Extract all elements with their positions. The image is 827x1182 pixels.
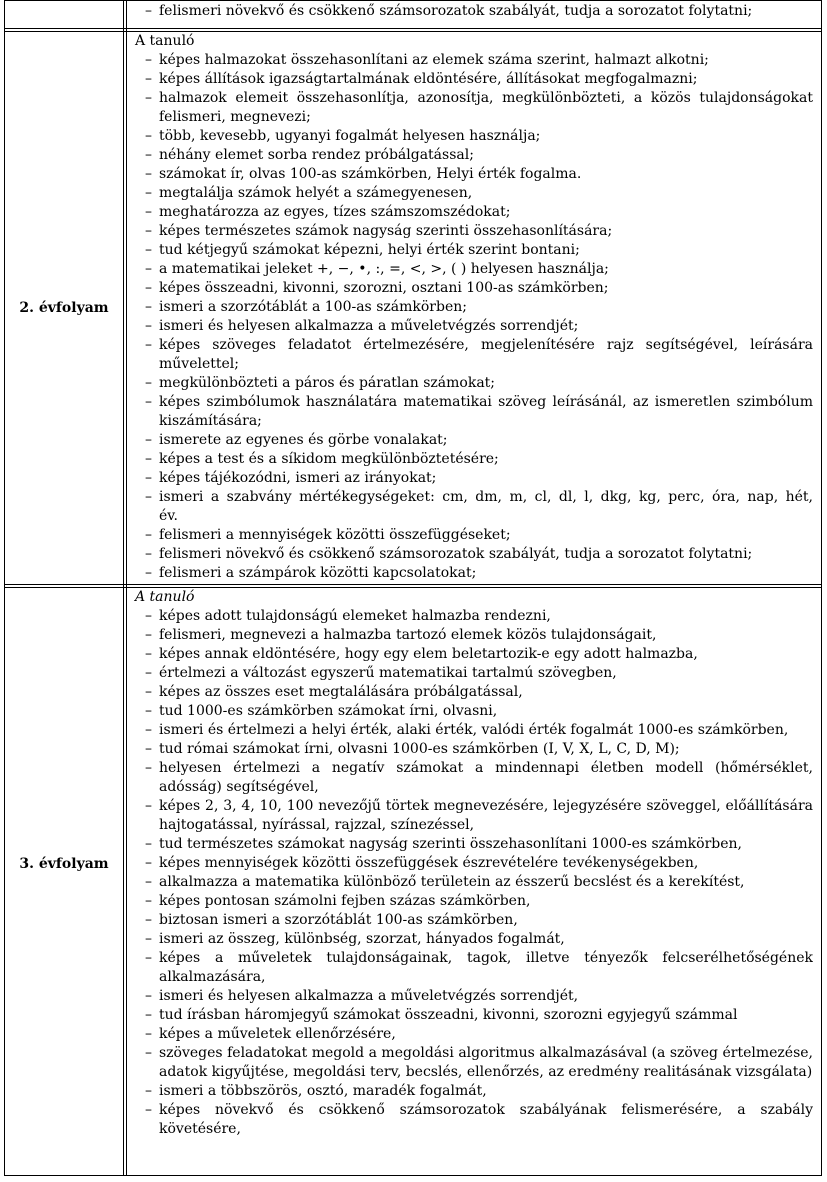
dash-bullet: – <box>145 665 152 681</box>
grade-label: 2. évfolyam <box>19 300 109 316</box>
list-item <box>131 740 813 759</box>
list-item-text: tud természetes számokat nagyság szerinti összehasonlítani 1000-es számkörben, <box>159 836 742 852</box>
row-divider <box>5 28 821 29</box>
list-item-text: képes annak eldöntésére, hogy egy elem beletartozik-e egy adott halmazba, <box>159 646 698 662</box>
list-item-text: képes tájékozódni, ismeri az irányokat; <box>159 470 437 486</box>
list-item-text: ismeri a szabvány mértékegységeket: cm, dm, m, cl, dl, l, dkg, kg, perc, óra, nap, hét, <box>159 489 813 505</box>
list-item-text: képes természetes számok nagyság szerinti összehasonlítására; <box>159 223 613 239</box>
dash-bullet: – <box>145 546 152 562</box>
list-item <box>131 450 813 469</box>
dash-bullet: – <box>145 470 152 486</box>
dash-bullet: – <box>145 855 152 871</box>
dash-bullet: – <box>145 128 152 144</box>
list-item <box>131 488 813 507</box>
list-item <box>131 70 813 89</box>
dash-bullet: – <box>145 451 152 467</box>
list-item <box>131 702 813 721</box>
grade-label: 3. évfolyam <box>19 856 109 872</box>
list-item-text: ismerete az egyenes és görbe vonalakat; <box>159 432 448 448</box>
dash-bullet: – <box>145 3 152 19</box>
list-item <box>131 949 813 968</box>
list-item-text: felismeri a számpárok közötti kapcsolatokat; <box>159 565 477 581</box>
curriculum-table <box>4 0 822 1176</box>
list-item <box>131 911 813 930</box>
list-item <box>131 89 813 108</box>
dash-bullet: – <box>145 1026 152 1042</box>
dash-bullet: – <box>145 950 152 966</box>
list-item-text: megtalálja számok helyét a számegyenesen, <box>159 185 473 201</box>
list-item <box>131 203 813 222</box>
list-item <box>131 336 813 355</box>
list-item-continuation: hajtogatással, nyírással, rajzzal, színezéssel, <box>159 817 475 833</box>
dash-bullet: – <box>145 722 152 738</box>
list-item-text: tud kétjegyű számokat képezni, helyi érték szerint bontani; <box>159 242 580 258</box>
list-item-text: ismeri az összeg, különbség, szorzat, hányados fogalmát, <box>159 931 565 947</box>
list-item <box>131 892 813 911</box>
list-item-text: biztosan ismeri a szorzótáblát 100-as számkörben, <box>159 912 518 928</box>
dash-bullet: – <box>145 223 152 239</box>
list-item-text: képes pontosan számolni fejben százas számkörben, <box>159 893 531 909</box>
dash-bullet: – <box>145 874 152 890</box>
dash-bullet: – <box>145 185 152 201</box>
list-item-text: értelmezi a változást egyszerű matematikai tartalmú szövegben, <box>159 665 617 681</box>
list-item <box>131 222 813 241</box>
list-item-continuation: alkalmazására, <box>159 969 266 985</box>
list-item-text: meghatározza az egyes, tízes számszomszédokat; <box>159 204 511 220</box>
list-item <box>131 645 813 664</box>
list-item-text: helyesen értelmezi a negatív számokat a mindennapi életben modell (hőmérséklet, <box>159 760 813 776</box>
list-item <box>131 664 813 683</box>
list-item-text: ismeri és helyesen alkalmazza a műveletvégzés sorrendjét, <box>159 988 579 1004</box>
list-item-text: szöveges feladatokat megold a megoldási algoritmus alkalmazásával (a szöveg értelmezése, <box>159 1045 813 1061</box>
dash-bullet: – <box>145 565 152 581</box>
dash-bullet: – <box>145 684 152 700</box>
list-item-text: ismeri és helyesen alkalmazza a műveletvégzés sorrendjét; <box>159 318 579 334</box>
list-intro: A tanuló <box>135 33 195 49</box>
row-divider <box>5 584 821 585</box>
list-item-text: felismeri, megnevezi a halmazba tartozó elemek közös tulajdonságait, <box>159 627 657 643</box>
list-item <box>131 1044 813 1063</box>
list-item-text: tud 1000-es számkörben számokat írni, olvasni, <box>159 703 498 719</box>
column-divider <box>123 1 124 1175</box>
list-item-text: megkülönbözteti a páros és páratlan számokat; <box>159 375 496 391</box>
list-item <box>131 930 813 949</box>
list-item-text: ismeri a szorzótáblát a 100-as számkörben; <box>159 299 467 315</box>
dash-bullet: – <box>145 432 152 448</box>
list-item <box>131 721 813 740</box>
dash-bullet: – <box>145 798 152 814</box>
list-item <box>131 626 813 645</box>
list-item-text: képes a műveletek tulajdonságainak, tagok, illetve tényezők felcserélhetőségének <box>159 950 813 966</box>
list-item-text: felismeri a mennyiségek közötti összefüggéseket; <box>159 527 511 543</box>
list-item-text: ismeri és értelmezi a helyi érték, alaki érték, valódi érték fogalmát 1000-es számkörben, <box>159 722 789 738</box>
dash-bullet: – <box>145 52 152 68</box>
list-item-text: halmazok elemeit összehasonlítja, azonosítja, megkülönbözteti, a közös tulajdonságokat <box>159 90 813 106</box>
dash-bullet: – <box>145 912 152 928</box>
dash-bullet: – <box>145 527 152 543</box>
list-item <box>131 184 813 203</box>
dash-bullet: – <box>145 261 152 277</box>
list-item <box>131 146 813 165</box>
dash-bullet: – <box>145 489 152 505</box>
dash-bullet: – <box>145 741 152 757</box>
list-item-text: ismeri a többszörös, osztó, maradék fogalmát, <box>159 1083 487 1099</box>
list-item <box>131 2 813 21</box>
dash-bullet: – <box>145 1102 152 1118</box>
list-item-text: számokat ír, olvas 100-as számkörben, Helyi érték fogalma. <box>159 166 582 182</box>
list-item <box>131 1006 813 1025</box>
list-item-text: képes összeadni, kivonni, szorozni, osztani 100-as számkörben; <box>159 280 609 296</box>
dash-bullet: – <box>145 394 152 410</box>
list-item <box>131 987 813 1006</box>
column-divider <box>126 1 127 1175</box>
list-item <box>131 431 813 450</box>
list-item-text: képes szimbólumok használatára matematikai szöveg leírásánál, az ismeretlen szimbólum <box>159 394 813 410</box>
list-item <box>131 241 813 260</box>
list-item-text: képes 2, 3, 4, 10, 100 nevezőjű törtek megnevezésére, lejegyzésére szöveggel, előállítására <box>159 798 813 814</box>
list-item <box>131 1101 813 1120</box>
list-item-text: felismeri növekvő és csökkenő számsorozatok szabályát, tudja a sorozatot folytatni; <box>159 3 753 19</box>
dash-bullet: – <box>145 337 152 353</box>
dash-bullet: – <box>145 90 152 106</box>
list-intro: A tanuló <box>135 589 195 605</box>
list-item <box>131 835 813 854</box>
list-item <box>131 374 813 393</box>
list-item <box>131 279 813 298</box>
dash-bullet: – <box>145 166 152 182</box>
list-item-text: képes a test és a síkidom megkülönböztetésére; <box>159 451 499 467</box>
dash-bullet: – <box>145 299 152 315</box>
list-item <box>131 683 813 702</box>
list-item-continuation: adósság) segítségével, <box>159 779 319 795</box>
list-item <box>131 51 813 70</box>
list-item-text: felismeri növekvő és csökkenő számsorozatok szabályát, tudja a sorozatot folytatni; <box>159 546 753 562</box>
list-item <box>131 317 813 336</box>
dash-bullet: – <box>145 1045 152 1061</box>
list-item <box>131 797 813 816</box>
dash-bullet: – <box>145 280 152 296</box>
dash-bullet: – <box>145 375 152 391</box>
dash-bullet: – <box>145 703 152 719</box>
dash-bullet: – <box>145 760 152 776</box>
list-item <box>131 393 813 412</box>
list-item <box>131 165 813 184</box>
list-item <box>131 1025 813 1044</box>
list-item <box>131 873 813 892</box>
list-item <box>131 127 813 146</box>
dash-bullet: – <box>145 242 152 258</box>
dash-bullet: – <box>145 627 152 643</box>
list-item <box>131 545 813 564</box>
dash-bullet: – <box>145 1007 152 1023</box>
dash-bullet: – <box>145 931 152 947</box>
outcome-list <box>131 2 813 21</box>
list-item <box>131 260 813 279</box>
list-item <box>131 759 813 778</box>
list-item <box>131 298 813 317</box>
list-item <box>131 854 813 873</box>
list-item-text: alkalmazza a matematika különböző területein az ésszerű becslést és a kerekítést, <box>159 874 745 890</box>
dash-bullet: – <box>145 204 152 220</box>
dash-bullet: – <box>145 988 152 1004</box>
list-item-text: képes mennyiségek közötti összefüggések észrevételére tevékenységekben, <box>159 855 699 871</box>
dash-bullet: – <box>145 608 152 624</box>
list-item-continuation: művelettel; <box>159 356 239 372</box>
list-item-text: tud római számokat írni, olvasni 1000-es számkörben (I, V, X, L, C, D, M); <box>159 741 680 757</box>
dash-bullet: – <box>145 836 152 852</box>
list-item-text: képes az összes eset megtalálására próbálgatással, <box>159 684 523 700</box>
list-item-text: képes állítások igazságtartalmának eldöntésére, állításokat megfogalmazni; <box>159 71 698 87</box>
list-item <box>131 1082 813 1101</box>
list-item <box>131 469 813 488</box>
outcome-list <box>131 588 813 1139</box>
list-item <box>131 526 813 545</box>
dash-bullet: – <box>145 893 152 909</box>
outcome-list <box>131 32 813 583</box>
list-item <box>131 564 813 583</box>
list-item-continuation: felismeri, megnevezi; <box>159 109 311 125</box>
list-item-continuation: követésére, <box>159 1121 241 1137</box>
dash-bullet: – <box>145 1083 152 1099</box>
list-item <box>131 607 813 626</box>
list-item-text: néhány elemet sorba rendez próbálgatással; <box>159 147 474 163</box>
list-item-text: tud írásban háromjegyű számokat összeadni, kivonni, szorozni egyjegyű számmal <box>159 1007 738 1023</box>
list-item-continuation: év. <box>159 508 178 524</box>
list-item-text: képes növekvő és csökkenő számsorozatok szabályának felismerésére, a szabály <box>159 1102 813 1118</box>
list-item-text: képes szöveges feladatot értelmezésére, megjelenítésére rajz segítségével, leírására <box>159 337 813 353</box>
list-item-text: képes halmazokat összehasonlítani az elemek száma szerint, halmazt alkotni; <box>159 52 709 68</box>
list-item-continuation: kiszámítására; <box>159 413 262 429</box>
list-item-text: a matematikai jeleket +, −, •, :, =, <, >, ( ) helyesen használja; <box>159 261 609 277</box>
list-item-text: képes adott tulajdonságú elemeket halmazba rendezni, <box>159 608 551 624</box>
list-item-text: képes a műveletek ellenőrzésére, <box>159 1026 396 1042</box>
dash-bullet: – <box>145 646 152 662</box>
list-item-text: több, kevesebb, ugyanyi fogalmát helyesen használja; <box>159 128 541 144</box>
dash-bullet: – <box>145 71 152 87</box>
dash-bullet: – <box>145 147 152 163</box>
dash-bullet: – <box>145 318 152 334</box>
list-item-continuation: adatok kigyűjtése, megoldási terv, becslés, ellenőrzés, az eredmény realitásának vizsgálata) <box>159 1064 813 1080</box>
